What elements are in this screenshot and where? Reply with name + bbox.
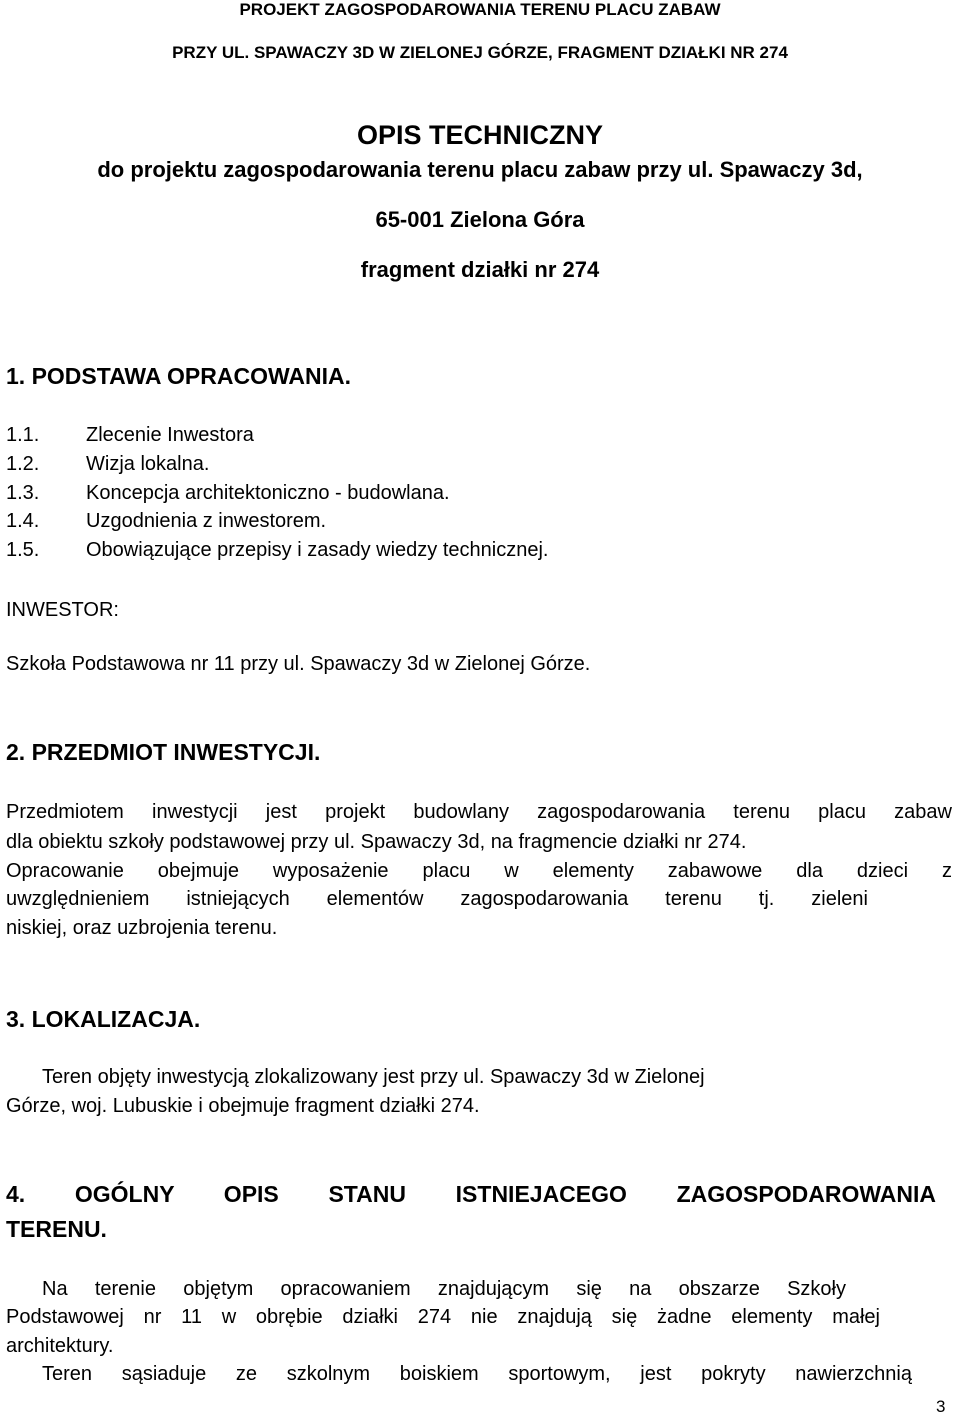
list-item-text: Obowiązujące przepisy i zasady wiedzy technicznej. [86, 539, 549, 561]
section-3-heading: 3. LOKALIZACJA. [6, 1006, 201, 1032]
paragraph-line: dla obiektu szkoły podstawowej przy ul. Spawaczy 3d, na fragmencie działki nr 274. [6, 831, 747, 853]
document-header-line-2: PRZY UL. SPAWACZY 3D W ZIELONEJ GÓRZE, FRAGMENT DZIAŁKI NR 274 [172, 43, 788, 62]
investor-value: Szkoła Podstawowa nr 11 przy ul. Spawaczy 3d w Zielonej Górze. [6, 653, 591, 675]
paragraph-line: Teren objęty inwestycją zlokalizowany jest przy ul. Spawaczy 3d w Zielonej [42, 1066, 705, 1088]
paragraph-line: Opracowanie obejmuje wyposażenie placu w elementy zabawowe dla dzieci z [6, 860, 952, 882]
paragraph-line: Górze, woj. Lubuskie i obejmuje fragment działki 274. [6, 1095, 480, 1117]
document-title: OPIS TECHNICZNY [356, 120, 604, 150]
paragraph-line: architektury. [6, 1335, 114, 1357]
list-item-text: Zlecenie Inwestora [86, 424, 254, 446]
paragraph-line: Na terenie objętym opracowaniem znajdującym się na obszarze Szkoły [42, 1278, 846, 1300]
list-item-text: Wizja lokalna. [86, 453, 210, 475]
list-item-number: 1.3. [6, 482, 40, 504]
list-item-number: 1.4. [6, 510, 40, 532]
paragraph-line: niskiej, oraz uzbrojenia terenu. [6, 917, 278, 939]
page-number: 3 [936, 1397, 946, 1416]
paragraph-line: uwzględnieniem istniejących elementów zagospodarowania terenu tj. zieleni [6, 888, 868, 910]
investor-label: INWESTOR: [6, 599, 119, 621]
list-item-number: 1.2. [6, 453, 40, 475]
document-subtitle-line-3: fragment działki nr 274 [360, 257, 600, 282]
section-1-heading: 1. PODSTAWA OPRACOWANIA. [6, 363, 352, 389]
list-item-text: Uzgodnienia z inwestorem. [86, 510, 327, 532]
document-header-line-1: PROJEKT ZAGOSPODAROWANIA TERENU PLACU ZABAW [239, 0, 721, 19]
section-4-heading-continued: TERENU. [6, 1216, 107, 1242]
list-item-number: 1.5. [6, 539, 40, 561]
paragraph-line: Podstawowej nr 11 w obrębie działki 274 nie znajdują się żadne elementy małej [6, 1306, 880, 1328]
section-2-heading: 2. PRZEDMIOT INWESTYCJI. [6, 739, 321, 765]
list-item-number: 1.1. [6, 424, 40, 446]
document-subtitle-line-1: do projektu zagospodarowania terenu placu zabaw przy ul. Spawaczy 3d, [97, 157, 863, 182]
document-subtitle-line-2: 65-001 Zielona Góra [375, 207, 585, 232]
section-4-heading: 4. OGÓLNY OPIS STANU ISTNIEJACEGO ZAGOSPODAROWANIA [6, 1181, 936, 1207]
paragraph-line: Przedmiotem inwestycji jest projekt budowlany zagospodarowania terenu placu zabaw [6, 801, 952, 823]
list-item-text: Koncepcja architektoniczno - budowlana. [86, 482, 450, 504]
paragraph-line: Teren sąsiaduje ze szkolnym boiskiem sportowym, jest pokryty nawierzchnią [42, 1363, 912, 1385]
